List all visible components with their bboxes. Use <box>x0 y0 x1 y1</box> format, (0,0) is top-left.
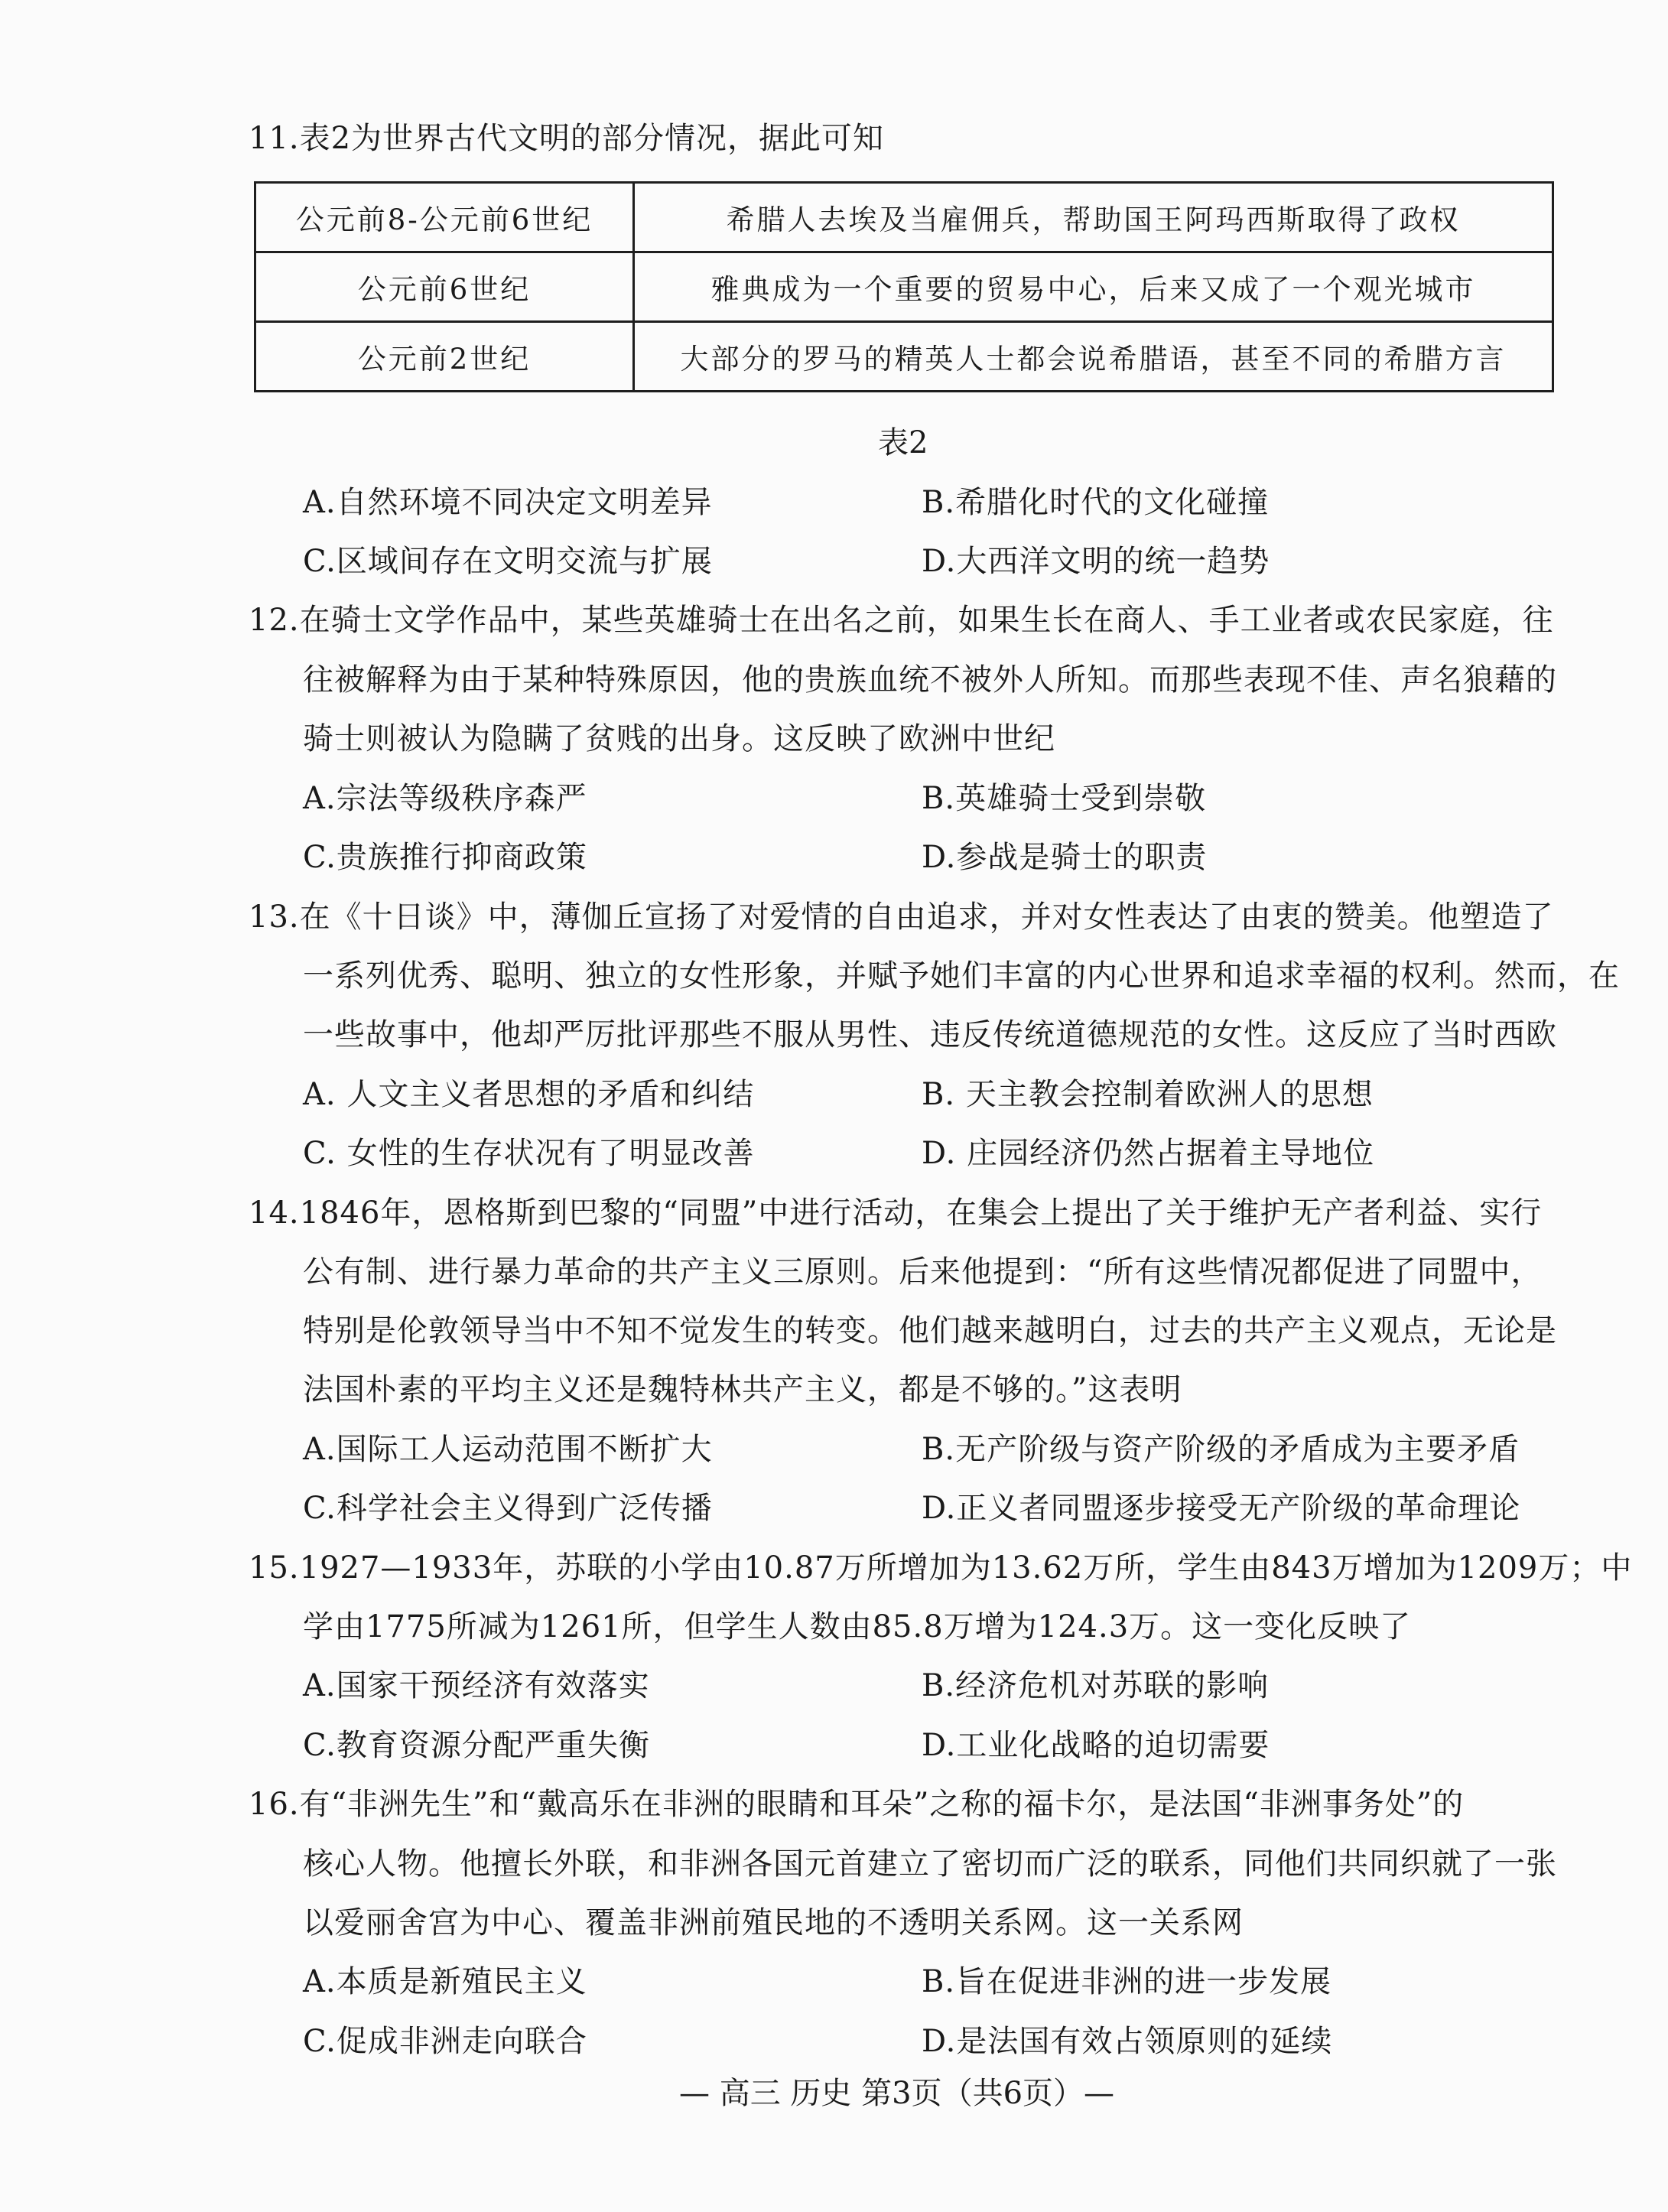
q14-stem-line: 14.1846年，恩格斯到巴黎的“同盟”中进行活动，在集会上提出了关于维护无产者利益、实行 <box>249 1195 1543 1231</box>
q11-option-d: D.大西洋文明的统一趋势 <box>922 544 1270 579</box>
q16-stem-line: 核心人物。他擅长外联，和非洲各国元首建立了密切而广泛的联系，同他们共同织就了一张 <box>303 1846 1557 1882</box>
q16-option-c: C.促成非洲走向联合 <box>303 2024 587 2059</box>
q14-option-a: A.国际工人运动范围不断扩大 <box>303 1432 713 1467</box>
q14-option-b: B.无产阶级与资产阶级的矛盾成为主要矛盾 <box>922 1432 1520 1467</box>
q11-option-a: A.自然环境不同决定文明差异 <box>303 485 713 520</box>
q16-option-d: D.是法国有效占领原则的延续 <box>922 2024 1333 2059</box>
q12-stem-line: 12.在骑士文学作品中，某些英雄骑士在出名之前，如果生长在商人、手工业者或农民家庭，往 <box>249 603 1554 638</box>
q15-stem-line: 15.1927—1933年，苏联的小学由10.87万所增加为13.62万所，学生由843万增加为1209万；中 <box>249 1550 1633 1586</box>
table-cell-content: 希腊人去埃及当雇佣兵，帮助国王阿玛西斯取得了政权 <box>634 183 1553 252</box>
q11-option-c: C.区域间存在文明交流与扩展 <box>303 544 713 579</box>
q11-stem: 11.表2为世界古代文明的部分情况，据此可知 <box>249 121 885 156</box>
q12-option-a: A.宗法等级秩序森严 <box>303 781 587 816</box>
q13-stem-line: 13.在《十日谈》中，薄伽丘宣扬了对爱情的自由追求，并对女性表达了由衷的赞美。他塑造了 <box>249 899 1554 935</box>
page-footer: — 高三 历史 第3页（共6页）— <box>679 2076 1115 2111</box>
q13-option-d: D. 庄园经济仍然占据着主导地位 <box>922 1136 1375 1171</box>
q13-option-c: C. 女性的生存状况有了明显改善 <box>303 1136 755 1171</box>
q14-stem-line: 公有制、进行暴力革命的共产主义三原则。后来他提到：“所有这些情况都促进了同盟中， <box>303 1254 1543 1290</box>
table-caption: 表2 <box>878 425 928 460</box>
q14-stem-line: 特别是伦敦领导当中不知不觉发生的转变。他们越来越明白，过去的共产主义观点，无论是 <box>303 1313 1557 1348</box>
q12-option-b: B.英雄骑士受到崇敬 <box>922 781 1207 816</box>
table-row <box>255 252 1553 322</box>
q16-stem-line: 16.有“非洲先生”和“戴高乐在非洲的眼睛和耳朵”之称的福卡尔，是法国“非洲事务处”的 <box>249 1787 1465 1822</box>
q15-option-d: D.工业化战略的迫切需要 <box>922 1728 1270 1763</box>
table-2 <box>254 181 1554 392</box>
q13-option-b: B. 天主教会控制着欧洲人的思想 <box>922 1077 1374 1112</box>
q13-stem-line: 一系列优秀、聪明、独立的女性形象，并赋予她们丰富的内心世界和追求幸福的权利。然而，在 <box>303 958 1620 994</box>
table-row <box>255 183 1553 252</box>
q12-stem-line: 往被解释为由于某种特殊原因，他的贵族血统不被外人所知。而那些表现不佳、声名狼藉的 <box>303 662 1557 698</box>
table-cell-period: 公元前6世纪 <box>255 252 634 322</box>
q12-option-d: D.参战是骑士的职责 <box>922 840 1208 875</box>
q11-option-b: B.希腊化时代的文化碰撞 <box>922 485 1270 520</box>
q15-option-b: B.经济危机对苏联的影响 <box>922 1668 1270 1703</box>
table-cell-content: 大部分的罗马的精英人士都会说希腊语，甚至不同的希腊方言 <box>634 322 1553 392</box>
table-cell-period: 公元前2世纪 <box>255 322 634 392</box>
q15-stem-line: 学由1775所减为1261所，但学生人数由85.8万增为124.3万。这一变化反映了 <box>303 1609 1412 1644</box>
table-cell-content: 雅典成为一个重要的贸易中心，后来又成了一个观光城市 <box>634 252 1553 322</box>
q16-option-b: B.旨在促进非洲的进一步发展 <box>922 1964 1332 1999</box>
q13-stem-line: 一些故事中，他却严厉批评那些不服从男性、违反传统道德规范的女性。这反应了当时西欧 <box>303 1017 1557 1052</box>
q15-option-c: C.教育资源分配严重失衡 <box>303 1728 650 1763</box>
q16-option-a: A.本质是新殖民主义 <box>303 1964 587 1999</box>
q12-option-c: C.贵族推行抑商政策 <box>303 840 587 875</box>
q14-option-d: D.正义者同盟逐步接受无产阶级的革命理论 <box>922 1491 1521 1526</box>
q13-option-a: A. 人文主义者思想的矛盾和纠结 <box>303 1077 755 1112</box>
table-row <box>255 322 1553 392</box>
q15-option-a: A.国家干预经济有效落实 <box>303 1668 650 1703</box>
table-cell-period: 公元前8-公元前6世纪 <box>255 183 634 252</box>
q14-option-c: C.科学社会主义得到广泛传播 <box>303 1491 713 1526</box>
q14-stem-line: 法国朴素的平均主义还是魏特林共产主义，都是不够的。”这表明 <box>303 1372 1182 1407</box>
q16-stem-line: 以爱丽舍宫为中心、覆盖非洲前殖民地的不透明关系网。这一关系网 <box>303 1905 1244 1940</box>
q12-stem-line: 骑士则被认为隐瞒了贫贱的出身。这反映了欧洲中世纪 <box>303 721 1055 756</box>
